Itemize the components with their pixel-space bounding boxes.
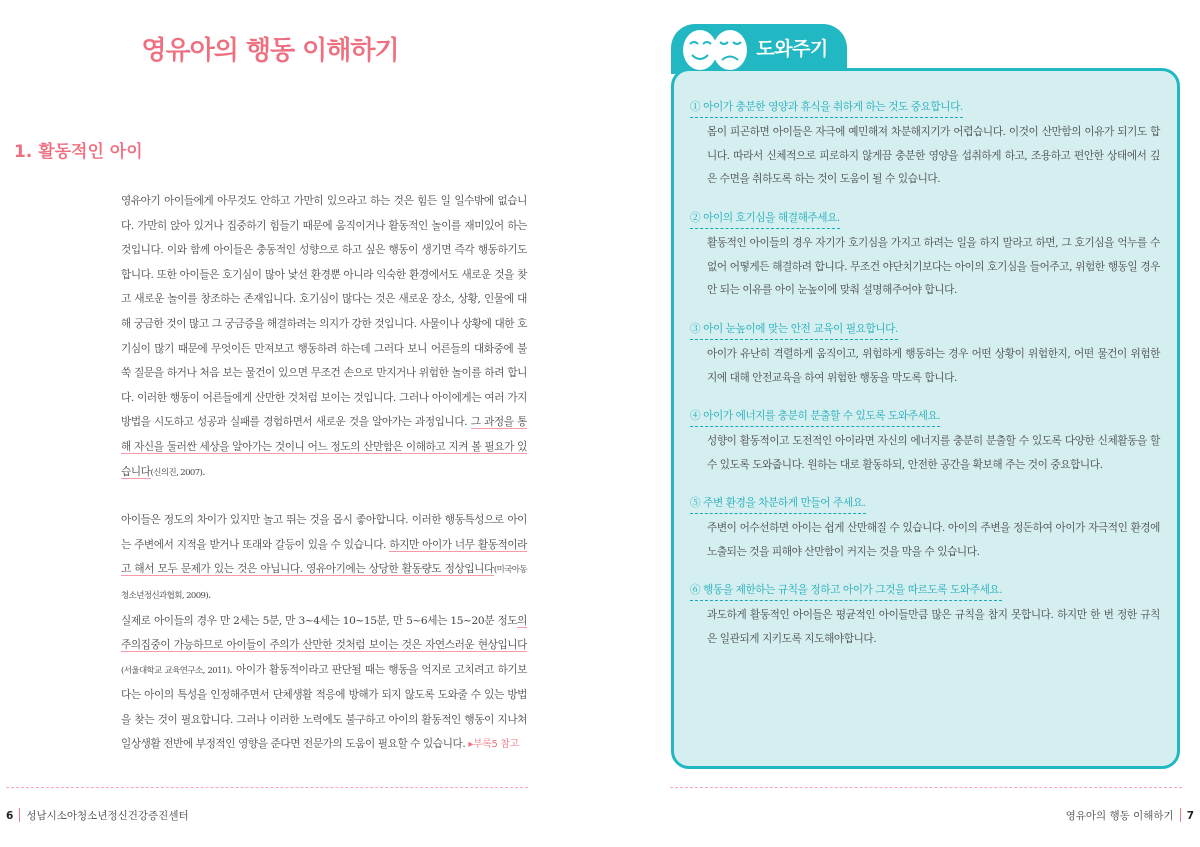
help-item: [690, 317, 1160, 404]
footer-separator: [1180, 808, 1181, 822]
help-item: [690, 578, 1160, 665]
body-text: [121, 189, 527, 758]
help-item-body: 활동적인 아이들의 경우 자기가 호기심을 가지고 하려는 일을 하지 말라고 하면, 그 호기심을 억누를 수 없어 어떻게든 해결하려 합니다. 무조건 야단치기보다는 아이의 호기심을 들어주고, 위험한 행동일 경우 안 되는 이유를 아이 눈높이에 맞춰 설명해주어야 합니다.: [707, 237, 1160, 296]
footer-divider-right: [670, 787, 1182, 788]
highlighted-sentence: 하지만 아이가 너무 활동적이라고 해서 모두 문제가 있는 것은 아닙니다. 영유아기에는 상당한 활동량도 정상입니다: [121, 538, 527, 576]
appendix-reference-link[interactable]: ▸부록5 참고: [468, 739, 519, 751]
citation: (신의진, 2007): [150, 467, 203, 478]
help-title: 도와주기: [756, 38, 828, 60]
footer-divider-left: [6, 787, 528, 788]
footer-title: 영유아의 행동 이해하기: [1065, 810, 1174, 822]
footer-right: [1066, 808, 1194, 823]
citation: (미국아동청소년정신과협회, 2009): [121, 565, 527, 601]
help-item-body: 과도하게 활동적인 아이들은 평균적인 아이들만큼 많은 규칙을 참지 못합니다. 하지만 한 번 정한 규칙은 일관되게 지키도록 지도해야합니다.: [707, 609, 1160, 645]
help-item-heading: ⑤ 주변 환경을 차분하게 만들어 주세요.: [690, 493, 866, 514]
footer-organization: 성남시소아청소년정신건강증진센터: [26, 810, 189, 822]
paragraph-2: 아이들은 정도의 차이가 있지만 놀고 뛰는 것을 몹시 좋아합니다. 이러한 행동특성으로 아이는 주변에서 지적을 받거나 또래와 갈등이 있을 수 있습니다. 하지만 아이가 너무 활동적이라고 해서 모두 문제가 있는 것은 아닙니다. 영유아기에는 상당한 활동량도 정상입니다(미국아동청소년정신과협회, 2009).: [121, 514, 527, 601]
help-item-body: 성향이 활동적이고 도전적인 아이라면 자신의 에너지를 충분히 분출할 수 있도록 다양한 신체활동을 할 수 있도록 도와줍니다. 원하는 대로 활동하되, 안전한 공간을 확보해 주는 것이 중요합니다.: [707, 435, 1160, 471]
page-number-right: 7: [1186, 810, 1194, 822]
paragraph-3: 실제로 아이들의 경우 만 2세는 5분, 만 3~4세는 10~15분, 만 5~6세는 15~20분 정도의 주의집중이 가능하므로 아이들이 주의가 산만한 것처럼 보이는 것은 자연스러운 현상입니다(서울대학교 교육연구소, 2011). 아이가 활동적이라고 판단될 때는 행동을 억지로 고치려고 하기보다는 아이의 특성을 인정해주면서 단체생활 적응에 방해가 되지 않도록 도와줄 수 있는 방법을 찾는 것이 필요합니다. 그러나 이러한 노력에도 불구하고 아이의 활동적인 행동이 지나쳐 일상생활 전반에 부정적인 영향을 준다면 전문가의 도움이 필요할 수 있습니다. ▸부록5 참고: [121, 614, 527, 751]
highlighted-sentence: 의 주의집중이 가능하므로 아이들이 주의가 산만한 것처럼 보이는 것은 자연스러운 현상입니다: [121, 614, 527, 652]
help-item-heading: ③ 아이 눈높이에 맞는 안전 교육이 필요합니다.: [690, 319, 898, 340]
page-number-left: 6: [6, 810, 14, 822]
footer-separator: [19, 808, 20, 822]
help-item: [690, 404, 1160, 491]
help-item-heading: ⑥ 행동을 제한하는 규칙을 정하고 아이가 그것을 따르도록 도와주세요.: [690, 580, 1002, 601]
help-item-body: 몸이 피곤하면 아이들은 자극에 예민해져 차분해지기가 어렵습니다. 이것이 산만함의 이유가 되기도 합니다. 따라서 신체적으로 피로하지 않게끔 충분한 영양을 섭취하게 하고, 조용하고 편안한 상태에서 깊은 수면을 취하도록 하는 것이 도움이 될 수 있습니다.: [707, 126, 1160, 185]
section-heading: 1. 활동적인 아이: [14, 142, 143, 162]
help-item: [690, 95, 1160, 206]
help-item-heading: ① 아이가 충분한 영양과 휴식을 취하게 하는 것도 중요합니다.: [690, 97, 963, 118]
help-item-body: 주변이 어수선하면 아이는 쉽게 산만해질 수 있습니다. 아이의 주변을 정돈하여 아이가 자극적인 환경에 노출되는 것을 피해야 산만함이 커지는 것을 막을 수 있습니다.: [707, 522, 1160, 558]
help-item-body: 아이가 유난히 격렬하게 움직이고, 위험하게 행동하는 경우 어떤 상황이 위험한지, 어떤 물건이 위험한지에 대해 안전교육을 하여 위험한 행동을 막도록 합니다.: [707, 348, 1160, 384]
footer-left: [6, 808, 189, 823]
paragraph-1: 영유아기 아이들에게 아무것도 안하고 가만히 있으라고 하는 것은 힘든 일 일수밖에 없습니다. 가만히 앉아 있거나 집중하기 힘들기 때문에 움직이거나 활동적인 놀이를 재미있어 하는 것입니다. 이와 함께 아이들은 충동적인 성향으로 하고 싶은 행동이 생기면 즉각 행동하기도 합니다. 또한 아이들은 호기심이 많아 낯선 환경뿐 아니라 익숙한 환경에서도 새로운 것을 찾고 새로운 놀이를 창조하는 존재입니다. 호기심이 많다는 것은 새로운 장소, 상황, 인물에 대해 궁금한 것이 많고 그 궁금증을 해결하려는 의지가 강한 것입니다. 사물이나 상황에 대한 호기심이 많기 때문에 무엇이든 만져보고 행동하려 하는데 그러다 보니 어른들의 대화중에 불쑥 질문을 하거나 처음 보는 물건이 있으면 무조건 손으로 만지거나 위험한 놀이를 하려 합니다. 이러한 행동이 어른들에게 산만한 것처럼 보이는 것입니다. 그러나 아이에게는 여러 가지 방법을 시도하고 성공과 실패를 경험하면서 새로운 것을 알아가는 과정입니다. 그 과정을 통해 자신을 둘러싼 세상을 알아가는 것이니 어느 정도의 산만함은 이해하고 지켜 볼 필요가 있습니다(신의진, 2007).: [121, 195, 527, 478]
help-list: [690, 95, 1160, 665]
help-item: [690, 206, 1160, 317]
help-item-heading: ④ 아이가 에너지를 충분히 분출할 수 있도록 도와주세요.: [690, 406, 940, 427]
page-title: 영유아의 행동 이해하기: [141, 36, 399, 66]
help-item-heading: ② 아이의 호기심을 해결해주세요.: [690, 208, 840, 229]
help-item: [690, 491, 1160, 578]
highlighted-sentence: 그 과정을 통해 자신을 둘러싼 세상을 알아가는 것이니 어느 정도의 산만함은 이해하고 지켜 볼 필요가 있습니다: [121, 416, 527, 478]
citation: (서울대학교 교육연구소, 2011): [121, 665, 230, 676]
